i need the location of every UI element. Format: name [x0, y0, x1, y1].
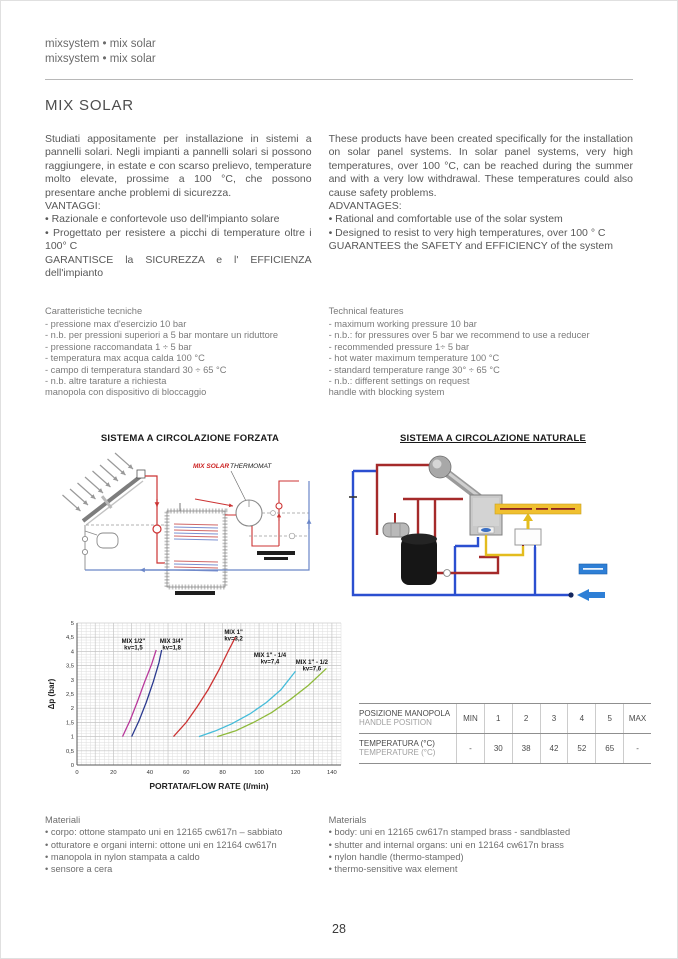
svg-text:1: 1 [70, 734, 74, 741]
list-item: - recommended pressure 1÷ 5 bar [328, 341, 470, 352]
expansion-vessel [85, 531, 118, 548]
tech-features-italian [45, 306, 312, 398]
list-item: - temperatura max acqua calda 100 °C [45, 353, 205, 364]
pipe-valve [444, 569, 451, 576]
svg-text:0,5: 0,5 [65, 748, 74, 755]
guarantee-line-it: GARANTISCE la SICUREZZA e l' EFFICIENZA dell'impianto [45, 253, 312, 280]
svg-text:60: 60 [183, 769, 190, 776]
diagrams-section [45, 433, 633, 611]
list-item: • body: uni en 12165 cw617n stamped brass - sandblasted [328, 827, 571, 838]
guarantee-line-en: GUARANTEES the SAFETY and EFFICIENCY of the system [328, 240, 613, 253]
advantages-label-it: VANTAGGI: [45, 200, 101, 213]
y-axis-title: Δp (bar) [47, 678, 56, 710]
materials-list-en [329, 826, 633, 876]
svg-text:40: 40 [146, 769, 154, 776]
page-header [45, 37, 633, 66]
intro-italian [45, 133, 312, 280]
table-cell: 38 [512, 734, 540, 763]
tech-list-en [329, 319, 633, 399]
series-label: MIX 3/4" kv=1,8 [159, 638, 184, 652]
table-cell: 65 [595, 734, 623, 763]
boiler-unit [470, 495, 502, 535]
list-item: handle with blocking system [328, 387, 445, 398]
list-item: - campo di temperatura standard 30 ÷ 65 °C [45, 364, 227, 375]
table-cell: MAX [623, 704, 651, 733]
materials-title-en: Materials [328, 814, 367, 825]
table-cell: 3 [540, 704, 568, 733]
table-row [359, 704, 651, 734]
mixed-water-arrow-icon [523, 513, 533, 529]
list-item: - hot water maximum temperature 100 °C [328, 353, 500, 364]
advantage-bullet: • Razionale e confortevole uso dell'impianto solare [45, 213, 280, 226]
svg-text:20: 20 [110, 769, 117, 776]
flow-rate-chart-svg [45, 617, 347, 795]
solar-panel [83, 470, 145, 525]
svg-text:0: 0 [75, 769, 79, 776]
list-item: - pressione max d'esercizio 10 bar [45, 318, 187, 329]
table-cell: MIN [456, 704, 484, 733]
table-cell: - [623, 734, 651, 763]
list-item: • thermo-sensitive wax element [328, 864, 458, 875]
storage-cylinder [401, 533, 437, 585]
svg-text:1,5: 1,5 [65, 720, 74, 727]
tech-features-english [329, 306, 633, 398]
flow-rate-chart [45, 617, 347, 800]
svg-text:0: 0 [70, 762, 74, 769]
intro-english [329, 133, 633, 280]
storage-tank [167, 503, 225, 587]
list-item: - standard temperature range 30° ÷ 65 °C [328, 364, 500, 375]
row-label-english: HANDLE POSITION [359, 718, 432, 728]
technical-features-section [45, 306, 633, 398]
thermomat-brand-label: MIX SOLAR [193, 462, 230, 470]
table-cell: 52 [567, 734, 595, 763]
svg-text:3: 3 [70, 677, 74, 684]
table-cell: 30 [484, 734, 512, 763]
forced-circulation-diagram [45, 451, 335, 603]
materials-title-it: Materiali [45, 814, 81, 825]
table-cell: 42 [540, 734, 568, 763]
table-cell: 2 [512, 704, 540, 733]
cold-inlet-label [579, 564, 607, 574]
svg-text:2: 2 [70, 705, 74, 712]
svg-text:120: 120 [290, 769, 301, 776]
chart-and-table-row [45, 617, 647, 800]
advantage-bullet: • Progettato per resistere a picchi di temperature oltre i 100° C [45, 226, 312, 253]
table-cell: 1 [484, 704, 512, 733]
handle-position-table [359, 703, 651, 800]
svg-text:5: 5 [70, 620, 74, 627]
list-item: - n.b. altre tarature a richiesta [45, 375, 167, 386]
table-cell: - [456, 734, 484, 763]
list-item: manopola con dispositivo di bloccaggio [45, 387, 207, 398]
header-line-1: mixsystem • mix solar [45, 38, 156, 50]
list-item: - pressione raccomandata 1 ÷ 5 bar [45, 341, 192, 352]
list-item: - n.b.: for pressures over 5 bar we recommend to use a reducer [328, 330, 590, 341]
tech-title-it: Caratteristiche tecniche [45, 306, 143, 317]
tech-title-en: Technical features [328, 306, 404, 317]
row-label-english: TEMPERATURE (°C) [359, 748, 436, 758]
list-item: - maximum working pressure 10 bar [328, 318, 477, 329]
sun-rays-icon [63, 453, 134, 511]
x-axis-title: PORTATA/FLOW RATE (l/min) [149, 780, 269, 791]
advantage-bullet: • Designed to resist to very high temperatures, over 100 ° C [328, 226, 606, 239]
intro-paragraph-it: Studiati appositamente per installazione in sistemi a pannelli solari. Negli impianti a pannelli solari si possono raggiungere, in estate e con scarso prelievo, temperature molto elevate, prossime a 100 °C, che possono presentare anche problemi di sicurezza. [45, 133, 312, 199]
forced-circulation-title: SISTEMA A CIRCOLAZIONE FORZATA [100, 432, 280, 444]
row-label [359, 704, 456, 733]
expansion-tank [383, 513, 409, 537]
advantage-bullet: • Rational and comfortable use of the solar system [328, 213, 563, 226]
svg-text:140: 140 [327, 769, 337, 776]
materials-list-it [45, 826, 312, 876]
mixing-valve [515, 529, 541, 552]
list-item: • nylon handle (thermo-stamped) [328, 851, 464, 862]
page-title: MIX SOLAR [45, 97, 134, 114]
materials-italian [45, 814, 312, 876]
row-label [359, 734, 456, 763]
natural-circulation-block [343, 433, 643, 611]
thermomat-model-label: THERMOMAT [230, 462, 272, 470]
natural-circulation-title: SISTEMA A CIRCOLAZIONE NATURALE [400, 432, 586, 444]
svg-text:2,5: 2,5 [65, 691, 74, 698]
intro-paragraph-en: These products have been created specifically for the installation on solar panel systems. In solar panel systems, very high temperatures, over 100 °C, can be reached during the summer and with a very low withdrawal. These temperatures could also cause safety problems. [328, 133, 633, 199]
series-label: MIX 1" - 1/2 kv=7,6 [295, 659, 328, 673]
svg-text:4: 4 [70, 649, 74, 656]
list-item: - n.b.: different settings on request [328, 375, 470, 386]
materials-english [329, 814, 633, 876]
list-item: • manopola in nylon stampata a caldo [45, 851, 200, 862]
table-row [359, 734, 651, 764]
cold-inlet-arrow-icon [568, 589, 605, 601]
mixed-water-label [495, 504, 581, 514]
svg-text:3,5: 3,5 [65, 663, 74, 670]
svg-text:80: 80 [219, 769, 226, 776]
hot-supply-pipe [145, 476, 165, 563]
list-item: • sensore a cera [45, 864, 113, 875]
series-label: MIX 1/2" kv=1,5 [121, 638, 146, 652]
header-line-2: mixsystem • mix solar [45, 52, 156, 65]
list-item: • otturatore e organi interni: ottone uni en 12164 cw617n [45, 839, 277, 850]
series-label: MIX 1" - 1/4 kv=7,4 [253, 652, 287, 666]
series-label: MIX 1" kv=3,2 [224, 629, 243, 643]
page-number: 28 [332, 921, 346, 936]
advantages-label-en: ADVANTAGES: [328, 200, 402, 213]
svg-text:100: 100 [254, 769, 264, 776]
header-divider [45, 79, 633, 80]
shower-head-icon [429, 456, 481, 499]
intro-section [45, 133, 633, 280]
table-cell: 5 [595, 704, 623, 733]
natural-circulation-diagram [343, 451, 643, 606]
table-cell: 4 [567, 704, 595, 733]
forced-circulation-block [45, 433, 335, 611]
list-item: • corpo: ottone stampato uni en 12165 cw617n – sabbiato [45, 827, 283, 838]
materials-section [45, 814, 633, 876]
row-label-italian: POSIZIONE MANOPOLA [359, 708, 451, 718]
row-label-italian: TEMPERATURA (°C) [359, 738, 435, 748]
list-item: • shutter and internal organs: uni en 12164 cw617n brass [328, 839, 564, 850]
list-item: - n.b. per pressioni superiori a 5 bar montare un riduttore [45, 330, 279, 341]
svg-text:4,5: 4,5 [65, 634, 74, 641]
tech-list-it [45, 319, 312, 399]
